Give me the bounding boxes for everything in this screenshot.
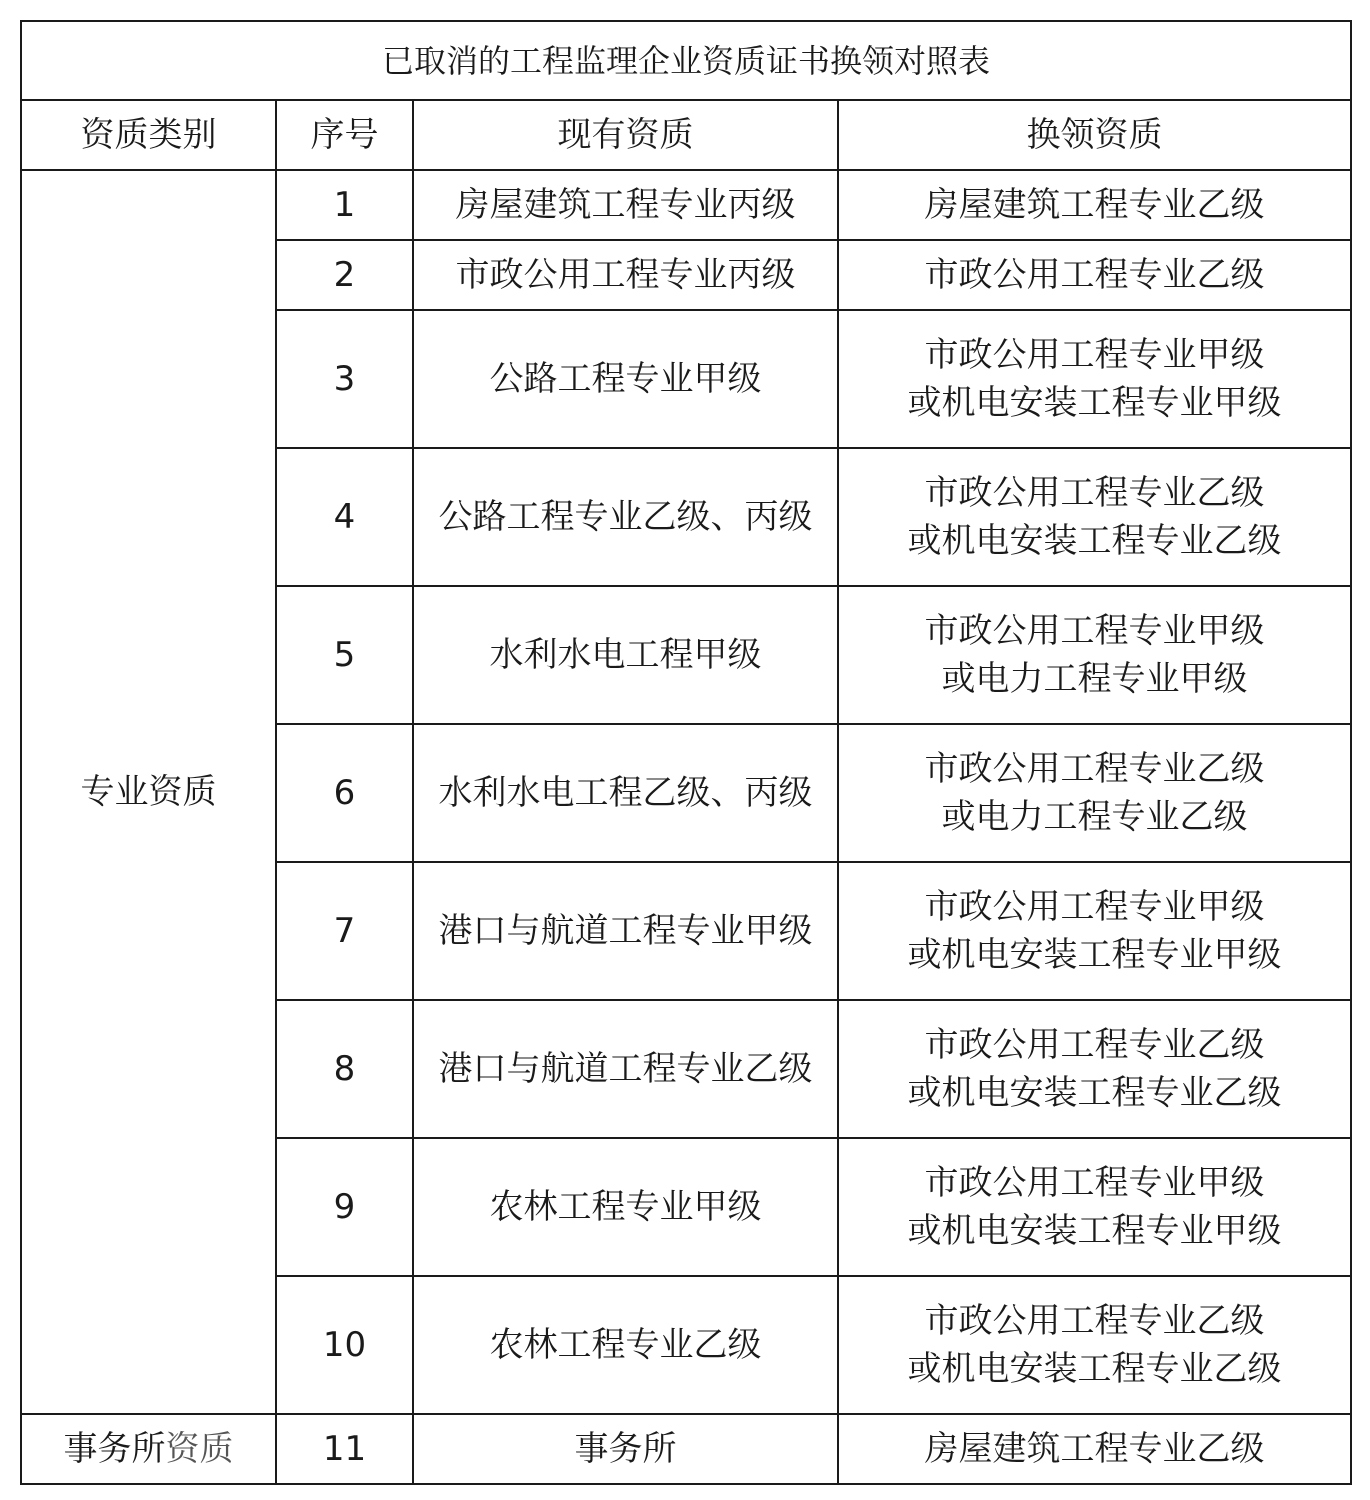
category-firm bbox=[21, 1414, 276, 1484]
replacement-line: 市政公用工程专业甲级 bbox=[924, 887, 1265, 927]
replacement-line: 或机电安装工程专业甲级 bbox=[907, 935, 1282, 975]
replacement-line: 市政公用工程专业乙级 bbox=[924, 255, 1265, 295]
header-replacement: 换领资质 bbox=[838, 100, 1351, 170]
row-number: 1 bbox=[276, 170, 413, 240]
row-number: 9 bbox=[276, 1138, 413, 1276]
row-number: 3 bbox=[276, 310, 413, 448]
row-number: 6 bbox=[276, 724, 413, 862]
row-current: 港口与航道工程专业乙级 bbox=[413, 1000, 838, 1138]
row-current: 房屋建筑工程专业丙级 bbox=[413, 170, 838, 240]
row-replacement bbox=[838, 586, 1351, 724]
qualification-table bbox=[20, 20, 1352, 1485]
table-row bbox=[21, 1414, 1351, 1484]
row-replacement bbox=[838, 310, 1351, 448]
title-row bbox=[21, 21, 1351, 100]
replacement-line: 市政公用工程专业甲级 bbox=[924, 611, 1265, 651]
replacement-line: 或电力工程专业乙级 bbox=[941, 797, 1248, 837]
row-number: 8 bbox=[276, 1000, 413, 1138]
category-firm-prefix: 事务所 bbox=[63, 1429, 166, 1469]
row-number: 10 bbox=[276, 1276, 413, 1414]
replacement-line: 或机电安装工程专业乙级 bbox=[907, 1073, 1282, 1113]
row-replacement bbox=[838, 448, 1351, 586]
row-replacement bbox=[838, 1276, 1351, 1414]
row-replacement bbox=[838, 1000, 1351, 1138]
row-current: 水利水电工程乙级、丙级 bbox=[413, 724, 838, 862]
category-firm-suffix: 资质 bbox=[165, 1429, 234, 1469]
row-replacement bbox=[838, 1138, 1351, 1276]
row-current: 公路工程专业乙级、丙级 bbox=[413, 448, 838, 586]
category-professional: 专业资质 bbox=[21, 170, 276, 1414]
row-current: 市政公用工程专业丙级 bbox=[413, 240, 838, 310]
row-replacement bbox=[838, 240, 1351, 310]
replacement-line: 或机电安装工程专业甲级 bbox=[907, 383, 1282, 423]
row-number: 5 bbox=[276, 586, 413, 724]
row-number: 7 bbox=[276, 862, 413, 1000]
replacement-line: 市政公用工程专业乙级 bbox=[924, 473, 1265, 513]
replacement-line: 市政公用工程专业乙级 bbox=[924, 1301, 1265, 1341]
row-number: 2 bbox=[276, 240, 413, 310]
row-replacement bbox=[838, 862, 1351, 1000]
replacement-line: 市政公用工程专业乙级 bbox=[924, 749, 1265, 789]
row-number: 11 bbox=[276, 1414, 413, 1484]
replacement-line: 房屋建筑工程专业乙级 bbox=[924, 185, 1265, 225]
replacement-line: 或机电安装工程专业乙级 bbox=[907, 521, 1282, 561]
table-title: 已取消的工程监理企业资质证书换领对照表 bbox=[21, 21, 1351, 100]
row-current: 水利水电工程甲级 bbox=[413, 586, 838, 724]
table-row bbox=[21, 170, 1351, 240]
replacement-line: 市政公用工程专业甲级 bbox=[924, 335, 1265, 375]
row-number: 4 bbox=[276, 448, 413, 586]
row-replacement bbox=[838, 724, 1351, 862]
replacement-line: 或电力工程专业甲级 bbox=[941, 659, 1248, 699]
replacement-line: 或机电安装工程专业甲级 bbox=[907, 1211, 1282, 1251]
row-current: 港口与航道工程专业甲级 bbox=[413, 862, 838, 1000]
replacement-line: 市政公用工程专业乙级 bbox=[924, 1025, 1265, 1065]
row-current: 农林工程专业乙级 bbox=[413, 1276, 838, 1414]
row-current: 事务所 bbox=[413, 1414, 838, 1484]
header-current: 现有资质 bbox=[413, 100, 838, 170]
replacement-line: 房屋建筑工程专业乙级 bbox=[924, 1429, 1265, 1469]
row-current: 公路工程专业甲级 bbox=[413, 310, 838, 448]
header-row bbox=[21, 100, 1351, 170]
header-number: 序号 bbox=[276, 100, 413, 170]
replacement-line: 市政公用工程专业甲级 bbox=[924, 1163, 1265, 1203]
header-category: 资质类别 bbox=[21, 100, 276, 170]
row-current: 农林工程专业甲级 bbox=[413, 1138, 838, 1276]
row-replacement bbox=[838, 170, 1351, 240]
replacement-line: 或机电安装工程专业乙级 bbox=[907, 1349, 1282, 1389]
row-replacement bbox=[838, 1414, 1351, 1484]
